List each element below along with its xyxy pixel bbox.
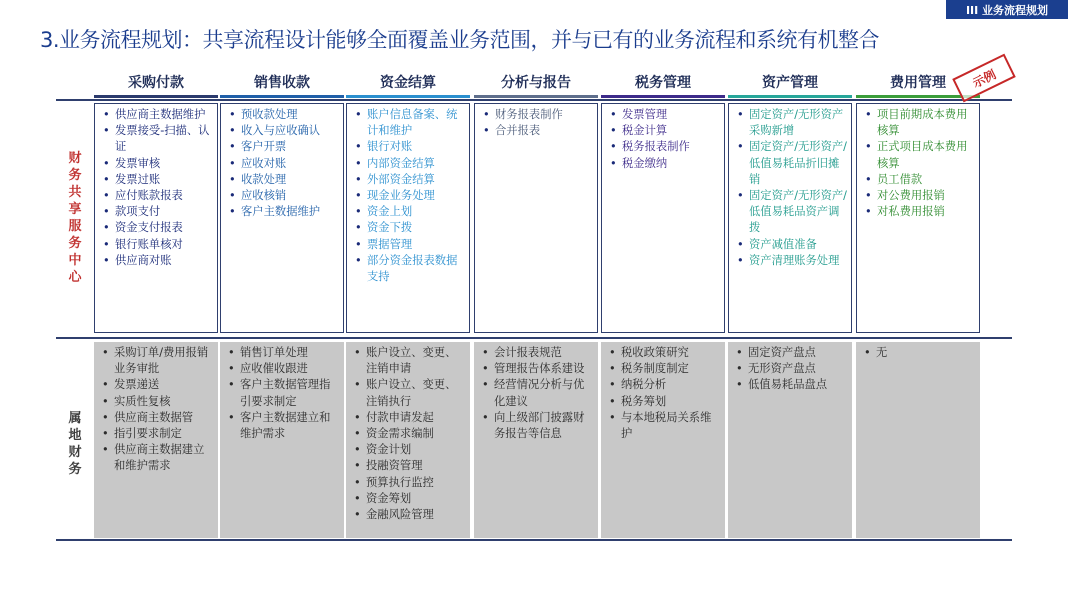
bullet-icon: • [482, 346, 489, 359]
bullet-icon: • [609, 346, 616, 359]
list-item [227, 156, 339, 172]
column-header [474, 70, 598, 94]
list-item [480, 410, 594, 442]
column-header-row [96, 70, 982, 98]
list-item [481, 123, 593, 139]
bullet-icon: • [229, 172, 236, 186]
list-item-text: 税务筹划 [621, 394, 667, 408]
list-item-text: 固定资产/无形资产采购新增 [749, 108, 844, 138]
list-item-text: 发票过账 [115, 172, 161, 186]
list-item-text: 资金需求编制 [366, 427, 434, 441]
item-list [352, 345, 466, 523]
list-item [607, 361, 721, 377]
column-header-label: 费用管理 [890, 75, 946, 91]
bullet-icon: • [103, 221, 110, 235]
list-item [735, 188, 847, 237]
shared-center-cell [220, 103, 344, 333]
list-item-text: 银行对账 [367, 140, 413, 154]
column-header-label: 税务管理 [635, 75, 691, 91]
list-item-text: 项目前期成本费用核算 [877, 108, 968, 138]
list-item [227, 139, 339, 155]
local-finance-cell [474, 342, 598, 538]
list-item [353, 204, 465, 220]
list-item [227, 172, 339, 188]
bullet-icon: • [103, 253, 110, 267]
list-item [100, 410, 214, 426]
list-item-text: 与本地税局关系维护 [621, 410, 712, 441]
bullet-icon: • [354, 427, 361, 441]
list-item [480, 377, 594, 409]
list-item [353, 237, 465, 253]
bullet-icon: • [865, 205, 872, 219]
list-item-text: 供应商主数据建立和维护需求 [114, 443, 205, 473]
local-finance-cell [94, 342, 218, 538]
list-item-text: 税金缴纳 [622, 156, 668, 170]
list-item-text: 对公费用报销 [877, 189, 945, 203]
list-item [101, 253, 213, 269]
item-list [862, 345, 976, 361]
list-item-text: 收款处理 [241, 172, 287, 186]
column-header-underline [346, 95, 470, 98]
list-item [353, 253, 465, 285]
list-item-text: 税务制度制定 [621, 362, 689, 376]
item-list [226, 345, 340, 442]
bullet-icon: • [865, 108, 872, 121]
list-item [100, 442, 214, 474]
list-item [227, 107, 339, 123]
list-item [735, 237, 847, 253]
list-item-text: 现金业务处理 [367, 189, 435, 203]
list-item [863, 188, 975, 204]
row-label-char: 地 [68, 428, 82, 443]
bullet-icon: • [102, 410, 109, 424]
list-item-text: 付款申请发起 [366, 410, 434, 424]
list-item-text: 资金上划 [367, 205, 413, 219]
list-item [735, 253, 847, 269]
list-item [100, 377, 214, 393]
bullet-icon: • [864, 346, 871, 359]
section-badge-text: III 业务流程规划 [965, 3, 1049, 17]
row-label-char: 属 [68, 411, 82, 426]
list-item [734, 361, 848, 377]
list-item [862, 345, 976, 361]
item-list [863, 107, 975, 220]
column-header [220, 70, 344, 94]
list-item-text: 固定资产/无形资产/低值易耗品折旧摊销 [749, 140, 847, 186]
list-item [734, 345, 848, 361]
list-item-text: 低值易耗品盘点 [748, 378, 828, 392]
list-item [608, 123, 720, 139]
list-item-text: 资金下拨 [367, 221, 413, 235]
row-label-char: 共 [68, 185, 82, 200]
list-item-text: 内部资金结算 [367, 156, 435, 170]
list-item-text: 采购订单/费用报销业务审批 [114, 346, 209, 376]
list-item [100, 394, 214, 410]
list-item-text: 发票管理 [622, 108, 668, 121]
bullet-icon: • [610, 124, 617, 138]
item-list [101, 107, 213, 269]
local-finance-cell [346, 342, 470, 538]
bullet-icon: • [354, 508, 361, 522]
list-item [863, 172, 975, 188]
list-item [353, 188, 465, 204]
bullet-icon: • [102, 346, 109, 359]
list-item-text: 应收对账 [241, 156, 287, 170]
bullet-icon: • [355, 189, 362, 203]
list-item-text: 账户设立、变更、注销执行 [366, 378, 457, 408]
list-item-text: 供应商主数据管 [114, 410, 194, 424]
list-item [352, 426, 466, 442]
list-item [480, 361, 594, 377]
list-item [608, 107, 720, 123]
bullet-icon: • [483, 124, 490, 138]
list-item-text: 无形资产盘点 [748, 362, 816, 376]
list-item-text: 固定资产盘点 [748, 346, 816, 359]
list-item-text: 资产清理账务处理 [749, 253, 840, 267]
bullet-icon: • [482, 362, 489, 376]
bullet-icon: • [229, 205, 236, 219]
list-item [101, 220, 213, 236]
item-list [353, 107, 465, 285]
list-item [352, 475, 466, 491]
column-header-underline [94, 95, 218, 98]
bullet-icon: • [737, 253, 744, 267]
list-item-text: 税务报表制作 [622, 140, 690, 154]
bullet-icon: • [355, 108, 362, 121]
column-header [94, 70, 218, 94]
bullet-icon: • [610, 108, 617, 121]
column-header-label: 资产管理 [762, 75, 818, 91]
list-item [607, 377, 721, 393]
column-header-label: 采购付款 [128, 75, 184, 91]
bullet-icon: • [354, 378, 361, 392]
bullet-icon: • [482, 410, 489, 424]
list-item-text: 客户主数据建立和维护需求 [240, 410, 331, 441]
row-label-char: 财 [68, 445, 82, 460]
shared-center-cell [601, 103, 725, 333]
bullet-icon: • [865, 140, 872, 154]
bullet-icon: • [737, 140, 744, 154]
row-label-char: 中 [68, 253, 82, 268]
list-item [226, 410, 340, 442]
row-label-char: 务 [68, 462, 82, 477]
row-label-char: 享 [68, 202, 82, 217]
item-list [481, 107, 593, 139]
bullet-icon: • [355, 156, 362, 170]
bullet-icon: • [355, 221, 362, 235]
bullet-icon: • [103, 156, 110, 170]
list-item [353, 156, 465, 172]
bullet-icon: • [737, 108, 744, 121]
list-item-text: 客户主数据维护 [241, 205, 321, 219]
bullet-icon: • [229, 140, 236, 154]
shared-center-cell [346, 103, 470, 333]
column-header-underline [474, 95, 598, 98]
list-item [226, 345, 340, 361]
list-item-text: 税金计算 [622, 124, 668, 138]
list-item [101, 123, 213, 155]
bullet-icon: • [610, 156, 617, 170]
list-item [353, 172, 465, 188]
list-item [352, 491, 466, 507]
bullet-icon: • [354, 459, 361, 473]
bullet-icon: • [865, 172, 872, 186]
bullet-icon: • [355, 205, 362, 219]
item-list [480, 345, 594, 442]
row-divider-middle [56, 337, 1012, 339]
bullet-icon: • [483, 108, 490, 121]
list-item-text: 收入与应收确认 [241, 124, 321, 138]
list-item-text: 发票审核 [115, 156, 161, 170]
item-list [227, 107, 339, 220]
row-label-shared-service-center [62, 150, 88, 286]
bullet-icon: • [103, 237, 110, 251]
list-item-text: 应收核销 [241, 189, 287, 203]
row-label-char: 务 [68, 236, 82, 251]
bullet-icon: • [103, 172, 110, 186]
item-list [734, 345, 848, 394]
bullet-icon: • [354, 346, 361, 359]
list-item [863, 204, 975, 220]
list-item-text: 账户设立、变更、注销申请 [366, 346, 457, 376]
list-item [353, 139, 465, 155]
list-item [226, 361, 340, 377]
bullet-icon: • [609, 378, 616, 392]
row-divider-top [56, 99, 1012, 101]
list-item-text: 银行账单核对 [115, 237, 183, 251]
list-item-text: 金融风险管理 [366, 508, 434, 522]
list-item-text: 实质性复核 [114, 394, 171, 408]
list-item-text: 客户开票 [241, 140, 287, 154]
bullet-icon: • [609, 362, 616, 376]
bullet-icon: • [229, 189, 236, 203]
list-item [101, 156, 213, 172]
list-item-text: 资金筹划 [366, 491, 412, 505]
bullet-icon: • [102, 427, 109, 441]
list-item-text: 票据管理 [367, 237, 413, 251]
list-item [226, 377, 340, 409]
local-finance-cell [220, 342, 344, 538]
list-item-text: 销售订单处理 [240, 346, 308, 359]
list-item-text: 无 [876, 346, 888, 359]
list-item [101, 237, 213, 253]
column-header-label: 资金结算 [380, 75, 436, 91]
column-header-label: 销售收款 [254, 75, 310, 91]
bullet-icon: • [103, 189, 110, 203]
list-item-text: 会计报表规范 [494, 346, 562, 359]
list-item [352, 442, 466, 458]
list-item [863, 139, 975, 171]
list-item-text: 投融资管理 [366, 459, 423, 473]
list-item [863, 107, 975, 139]
list-item-text: 发票递送 [114, 378, 160, 392]
list-item [734, 377, 848, 393]
column-header [728, 70, 852, 94]
list-item-text: 资产减值准备 [749, 237, 817, 251]
item-list [608, 107, 720, 172]
bullet-icon: • [229, 124, 236, 138]
bullet-icon: • [865, 189, 872, 203]
list-item-text: 资金计划 [366, 443, 412, 457]
bullet-icon: • [482, 378, 489, 392]
list-item-text: 合并报表 [495, 124, 541, 138]
shared-center-cell [728, 103, 852, 333]
list-item [101, 188, 213, 204]
list-item [101, 107, 213, 123]
bullet-icon: • [737, 189, 744, 203]
list-item-text: 纳税分析 [621, 378, 667, 392]
list-item [353, 107, 465, 139]
list-item [352, 458, 466, 474]
bullet-icon: • [609, 394, 616, 408]
bullet-icon: • [736, 362, 743, 376]
column-header [601, 70, 725, 94]
list-item [608, 139, 720, 155]
bullet-icon: • [355, 172, 362, 186]
list-item [227, 188, 339, 204]
bullet-icon: • [354, 475, 361, 489]
bullet-icon: • [609, 410, 616, 424]
list-item [481, 107, 593, 123]
row-divider-bottom [56, 539, 1012, 541]
list-item-text: 发票接受-扫描、认证 [115, 124, 210, 154]
list-item [101, 204, 213, 220]
bullet-icon: • [736, 378, 743, 392]
bullet-icon: • [229, 108, 236, 121]
bullet-icon: • [103, 205, 110, 219]
row-label-char: 务 [68, 168, 82, 183]
list-item [607, 394, 721, 410]
item-list [100, 345, 214, 475]
list-item [101, 172, 213, 188]
list-item-text: 应收催收跟进 [240, 362, 308, 376]
list-item-text: 固定资产/无形资产/低值易耗品资产调拨 [749, 189, 847, 235]
bullet-icon: • [229, 156, 236, 170]
bullet-icon: • [102, 443, 109, 457]
list-item [353, 220, 465, 236]
list-item [480, 345, 594, 361]
list-item [607, 345, 721, 361]
row-label-char: 心 [68, 270, 82, 285]
example-stamp-text: 示例 [970, 66, 999, 91]
example-stamp [952, 54, 1016, 103]
row-label-char: 服 [68, 219, 82, 234]
local-finance-cell [601, 342, 725, 538]
list-item-text: 对私费用报销 [877, 205, 945, 219]
list-item-text: 外部资金结算 [367, 172, 435, 186]
list-item-text: 部分资金报表数据支持 [367, 253, 458, 284]
list-item-text: 财务报表制作 [495, 108, 563, 121]
bullet-icon: • [610, 140, 617, 154]
bullet-icon: • [354, 491, 361, 505]
bullet-icon: • [354, 410, 361, 424]
list-item [352, 410, 466, 426]
list-item-text: 款项支付 [115, 205, 161, 219]
bullet-icon: • [355, 237, 362, 251]
section-badge [946, 0, 1068, 19]
column-header-underline [601, 95, 725, 98]
list-item-text: 预算执行监控 [366, 475, 434, 489]
list-item [227, 204, 339, 220]
list-item-text: 资金支付报表 [115, 221, 183, 235]
list-item [608, 156, 720, 172]
list-item-text: 应付账款报表 [115, 189, 183, 203]
page-title: 3.业务流程规划：共享流程设计能够全面覆盖业务范围，并与已有的业务流程和系统有机整合 [40, 28, 880, 52]
list-item [227, 123, 339, 139]
bullet-icon: • [355, 253, 362, 267]
list-item-text: 税收政策研究 [621, 346, 689, 359]
shared-center-cell [474, 103, 598, 333]
list-item-text: 正式项目成本费用核算 [877, 140, 968, 170]
list-item [100, 426, 214, 442]
bullet-icon: • [736, 346, 743, 359]
list-item [735, 139, 847, 188]
item-list [735, 107, 847, 269]
bullet-icon: • [102, 394, 109, 408]
shared-center-cell [856, 103, 980, 333]
column-header [346, 70, 470, 94]
bullet-icon: • [228, 362, 235, 376]
local-finance-cell [856, 342, 980, 538]
list-item-text: 经营情况分析与优化建议 [494, 378, 585, 408]
bullet-icon: • [355, 140, 362, 154]
list-item-text: 账户信息备案、统计和维护 [367, 108, 458, 138]
list-item-text: 管理报告体系建设 [494, 362, 585, 376]
list-item-text: 员工借款 [877, 172, 923, 186]
list-item-text: 预收款处理 [241, 108, 298, 121]
list-item [352, 377, 466, 409]
item-list [607, 345, 721, 442]
list-item-text: 供应商主数据维护 [115, 108, 206, 121]
list-item [352, 507, 466, 523]
shared-center-cell [94, 103, 218, 333]
bullet-icon: • [737, 237, 744, 251]
bullet-icon: • [102, 378, 109, 392]
list-item [735, 107, 847, 139]
list-item [100, 345, 214, 377]
list-item-text: 客户主数据管理指引要求制定 [240, 378, 331, 408]
bullet-icon: • [228, 346, 235, 359]
list-item [352, 345, 466, 377]
bullet-icon: • [354, 443, 361, 457]
column-header-underline [220, 95, 344, 98]
row-label-char: 财 [68, 151, 82, 166]
local-finance-cell [728, 342, 852, 538]
bullet-icon: • [103, 108, 110, 121]
bullet-icon: • [228, 410, 235, 424]
list-item-text: 供应商对账 [115, 253, 172, 267]
bullet-icon: • [228, 378, 235, 392]
column-header-underline [728, 95, 852, 98]
bullet-icon: • [103, 124, 110, 138]
list-item-text: 向上级部门披露财务报告等信息 [494, 410, 585, 441]
list-item [607, 410, 721, 442]
column-header-label: 分析与报告 [501, 75, 571, 91]
list-item-text: 指引要求制定 [114, 427, 182, 441]
row-label-local-finance [62, 410, 88, 478]
